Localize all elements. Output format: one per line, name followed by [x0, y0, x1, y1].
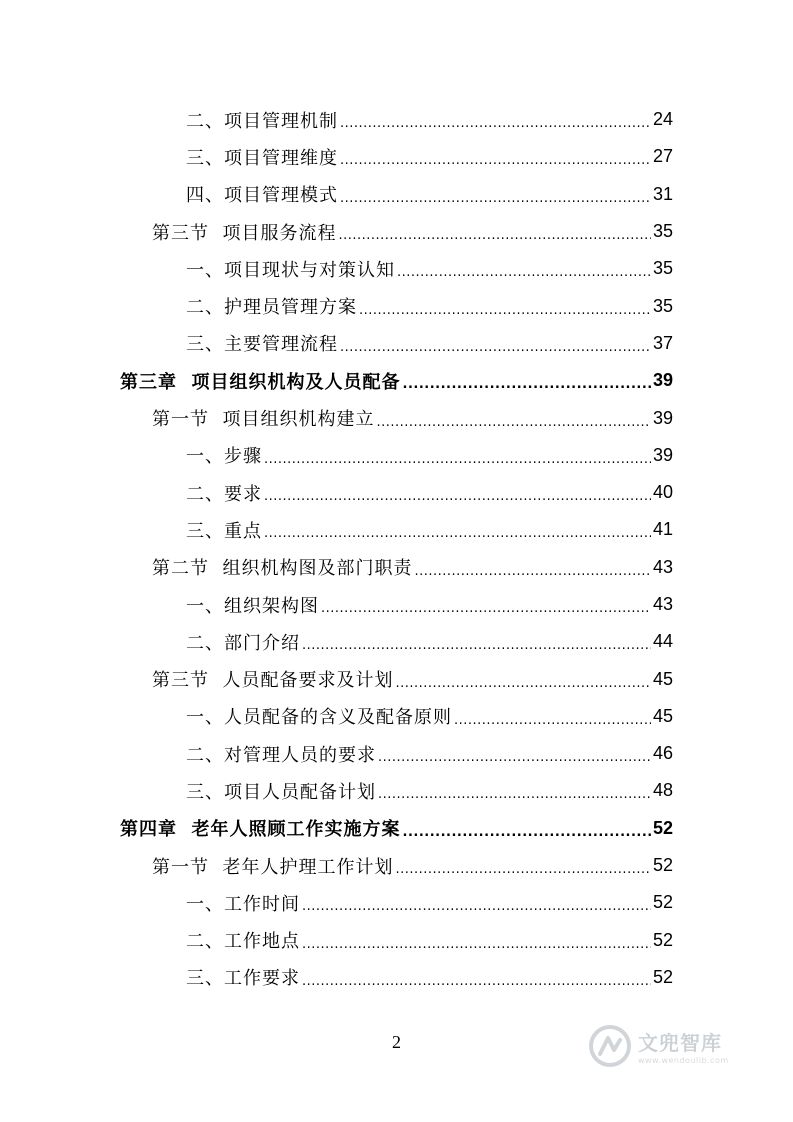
toc-entry-label: 第一节 老年人护理工作计划 [152, 856, 394, 878]
toc-entry-label: 三、重点 [186, 520, 262, 542]
toc-dot-leader [302, 974, 651, 989]
toc-entry-page: 39 [652, 407, 673, 428]
toc-subsection-entry[interactable] [0, 176, 793, 213]
toc-dot-leader [397, 265, 651, 280]
toc-dot-leader [340, 340, 651, 355]
toc-subsection-entry[interactable] [0, 287, 793, 324]
toc-subsection-entry[interactable] [0, 325, 793, 362]
toc-entry-page: 43 [652, 594, 673, 614]
toc-subsection-entry[interactable] [0, 698, 793, 735]
toc-entry-page: 41 [652, 519, 673, 540]
toc-dot-leader [376, 415, 651, 430]
toc-dot-leader [340, 191, 651, 206]
toc-entry-label: 一、组织架构图 [186, 595, 319, 617]
watermark-url: www.wendoulib.com [638, 1056, 729, 1065]
toc-subsection-entry[interactable] [0, 101, 793, 138]
toc-entry-page: 52 [652, 892, 673, 913]
toc-entry-page: 35 [652, 295, 673, 316]
toc-entry-label: 四、项目管理模式 [186, 185, 338, 207]
toc-dot-leader [302, 638, 651, 653]
toc-section-entry[interactable] [0, 660, 793, 697]
toc-entry-page: 39 [652, 370, 673, 391]
toc-subsection-entry[interactable] [0, 138, 793, 175]
toc-entry-label: 二、项目管理机制 [186, 110, 338, 132]
toc-entry-page: 45 [652, 668, 673, 689]
toc-entry-label: 三、工作要求 [186, 968, 300, 990]
toc-dot-leader [359, 303, 651, 318]
toc-subsection-entry[interactable] [0, 959, 793, 996]
toc-dot-leader [378, 787, 651, 802]
toc-subsection-entry[interactable] [0, 511, 793, 548]
toc-chapter-entry[interactable] [0, 362, 793, 399]
toc-entry-page: 39 [652, 444, 673, 465]
toc-entry-label: 第二节 组织机构图及部门职责 [152, 558, 413, 580]
toc-dot-leader [302, 937, 651, 952]
toc-entry-page: 40 [652, 482, 673, 503]
toc-dot-leader [264, 452, 651, 467]
toc-entry-page: 52 [652, 855, 673, 876]
toc-entry-label: 一、项目现状与对策认知 [186, 259, 395, 281]
toc-entry-label: 第三节 项目服务流程 [152, 222, 337, 244]
toc-entry-page: 31 [652, 183, 673, 204]
toc-section-entry[interactable] [0, 847, 793, 884]
toc-dot-leader [264, 526, 651, 541]
toc-subsection-entry[interactable] [0, 474, 793, 511]
toc-section-entry[interactable] [0, 213, 793, 250]
toc-entry-page: 52 [652, 966, 673, 987]
toc-entry-label: 第四章 老年人照顾工作实施方案 [120, 819, 401, 841]
toc-dot-leader [403, 825, 651, 840]
watermark-name: 文兜智库 [638, 1031, 722, 1055]
toc-entry-label: 第一节 项目组织机构建立 [152, 409, 375, 431]
toc-dot-leader [264, 489, 651, 504]
toc-entry-page: 44 [652, 631, 673, 652]
toc-entry-page: 27 [652, 146, 673, 167]
toc-section-entry[interactable] [0, 549, 793, 586]
toc-entry-label: 二、部门介绍 [186, 632, 300, 654]
watermark [588, 1018, 758, 1074]
toc-entry-page: 45 [652, 705, 673, 726]
toc-entry-page: 48 [652, 780, 673, 801]
toc-dot-leader [302, 899, 651, 914]
toc-section-entry[interactable] [0, 399, 793, 436]
toc-dot-leader [340, 116, 651, 131]
toc-entry-label: 三、主要管理流程 [186, 334, 338, 356]
toc-dot-leader [454, 713, 651, 728]
toc-entry-label: 一、人员配备的含义及配备原则 [186, 707, 452, 729]
toc-subsection-entry[interactable] [0, 250, 793, 287]
watermark-text [638, 1027, 729, 1065]
toc-entry-page: 37 [652, 332, 673, 353]
toc-entry-label: 三、项目人员配备计划 [186, 781, 376, 803]
toc-entry-page: 35 [652, 258, 673, 279]
toc-entry-page: 52 [652, 929, 673, 950]
toc-dot-leader [395, 676, 651, 691]
toc-entry-label: 二、要求 [186, 483, 262, 505]
toc-entry-label: 第三节 人员配备要求及计划 [152, 670, 394, 692]
toc-entry-page: 43 [652, 556, 673, 577]
table-of-contents [0, 101, 793, 996]
toc-dot-leader [378, 750, 651, 765]
toc-chapter-entry[interactable] [0, 810, 793, 847]
toc-dot-leader [403, 377, 651, 392]
toc-subsection-entry[interactable] [0, 922, 793, 959]
page-number: 2 [392, 1032, 401, 1052]
toc-subsection-entry[interactable] [0, 772, 793, 809]
toc-dot-leader [340, 153, 651, 168]
toc-entry-label: 三、项目管理维度 [186, 147, 338, 169]
toc-subsection-entry[interactable] [0, 884, 793, 921]
toc-dot-leader [321, 601, 651, 616]
toc-entry-page: 35 [652, 221, 673, 242]
toc-dot-leader [338, 228, 651, 243]
toc-entry-label: 一、步骤 [186, 446, 262, 468]
toc-subsection-entry[interactable] [0, 437, 793, 474]
toc-entry-label: 第三章 项目组织机构及人员配备 [120, 371, 401, 393]
wendou-logo-icon [588, 1024, 632, 1068]
toc-subsection-entry[interactable] [0, 586, 793, 623]
toc-entry-label: 二、对管理人员的要求 [186, 744, 376, 766]
toc-entry-page: 24 [652, 109, 673, 130]
toc-subsection-entry[interactable] [0, 735, 793, 772]
toc-entry-page: 52 [652, 817, 673, 838]
toc-entry-label: 二、护理员管理方案 [186, 297, 357, 319]
toc-subsection-entry[interactable] [0, 623, 793, 660]
toc-entry-page: 46 [652, 743, 673, 764]
toc-dot-leader [395, 862, 651, 877]
toc-entry-label: 一、工作时间 [186, 893, 300, 915]
toc-entry-label: 二、工作地点 [186, 931, 300, 953]
toc-dot-leader [414, 564, 651, 579]
